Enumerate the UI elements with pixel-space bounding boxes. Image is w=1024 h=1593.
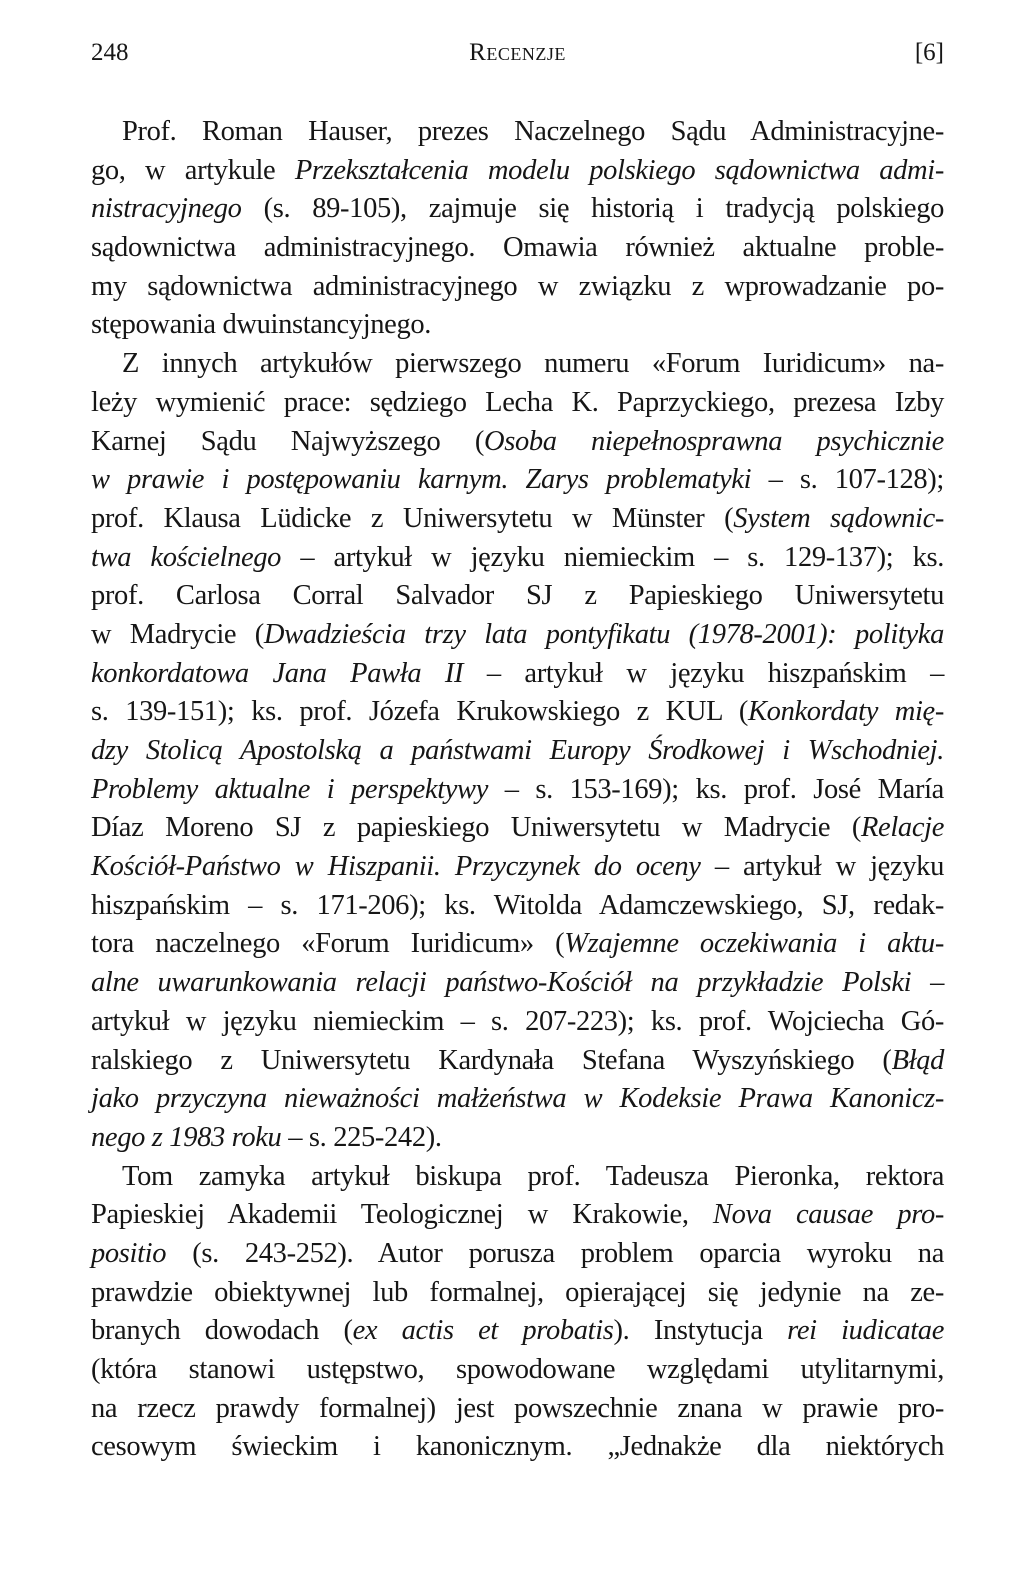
text-segment: Díaz Moreno SJ z papieskiego Uniwersytetu w Madrycie (	[91, 812, 861, 844]
text-line	[91, 887, 944, 926]
text-line	[91, 113, 944, 152]
text-segment: – artykuł w języku hiszpańskim –	[463, 657, 944, 689]
text-segment: Prof. Roman Hauser, prezes Naczelnego Sądu Administracyjne-	[122, 116, 944, 147]
text-line	[91, 1428, 944, 1467]
text-line	[91, 693, 944, 732]
text-line	[91, 268, 944, 307]
text-segment: s. 139-151); ks. prof. Józefa Krukowskiego z KUL (	[91, 696, 749, 728]
text-line	[91, 925, 944, 964]
text-line	[91, 500, 944, 539]
italic-text: twa kościelnego	[91, 541, 282, 573]
text-line	[91, 848, 944, 887]
text-segment: (s. 243-252). Autor porusza problem oparcia wyroku na	[166, 1237, 944, 1269]
text-segment: (s. 89-105), zajmuje się historią i tradycją polskiego	[241, 193, 944, 225]
text-segment: – s. 107-128);	[751, 464, 945, 496]
text-segment: cesowym świeckim i kanonicznym. „Jednakże dla niektórych	[91, 1431, 944, 1463]
text-segment: artykuł w języku niemieckim – s. 207-223); ks. prof. Wojciecha Gó-	[91, 1005, 944, 1037]
page-number: 248	[91, 39, 129, 66]
italic-text: Wzajemne oczekiwania i aktu-	[564, 928, 944, 960]
text-segment: ). Instytucja	[613, 1315, 788, 1347]
text-line	[91, 539, 944, 578]
text-segment: tora naczelnego «Forum Iuridicum» (	[91, 928, 565, 960]
text-line	[91, 616, 944, 655]
text-segment: prof. Klausa Lüdicke z Uniwersytetu w Münster (	[91, 502, 734, 534]
text-line	[91, 152, 944, 191]
text-line	[91, 771, 944, 810]
text-segment: Tom zamyka artykuł biskupa prof. Tadeusza Pieronka, rektora	[122, 1160, 944, 1192]
text-line	[91, 577, 944, 616]
italic-text: Relacje	[861, 812, 944, 844]
italic-text: nistracyjnego	[91, 193, 242, 225]
text-segment: (która stanowi ustępstwo, spowodowane względami utylitarnymi,	[91, 1354, 944, 1385]
text-line	[91, 809, 944, 848]
text-segment: w Madrycie (	[91, 618, 264, 650]
text-line	[91, 345, 944, 384]
text-segment: my sądownictwa administracyjnego w związku z wprowadzanie po-	[91, 270, 944, 302]
text-segment: –	[911, 967, 944, 999]
text-line	[91, 655, 944, 694]
text-line	[91, 1119, 944, 1158]
text-line	[91, 732, 944, 771]
text-segment: leży wymienić prace: sędziego Lecha K. Paprzyckiego, prezesa Izby	[91, 386, 944, 418]
text-segment: sądownictwa administracyjnego. Omawia również aktualne proble-	[91, 232, 944, 264]
italic-text: System sądownic-	[733, 502, 945, 534]
text-line	[91, 190, 944, 229]
running-title: Recenzje	[469, 39, 566, 66]
italic-text: konkordatowa Jana Pawła II	[91, 657, 464, 689]
text-segment: Z innych artykułów pierwszego numeru «Forum Iuridicum» na-	[122, 348, 944, 380]
text-line	[91, 1003, 944, 1042]
italic-text: positio	[91, 1237, 167, 1269]
italic-text: alne uwarunkowania relacji państwo-Kościół na przykładzie Polski	[91, 967, 912, 999]
text-line	[91, 1274, 944, 1313]
italic-text: Dwadzieścia trzy lata pontyfikatu (1978-2001): polityka	[263, 618, 944, 650]
text-line	[91, 1235, 944, 1274]
text-line	[91, 461, 944, 500]
text-segment: Papieskiej Akademii Teologicznej w Krakowie,	[91, 1199, 713, 1231]
text-line	[91, 1390, 944, 1429]
text-line	[91, 1351, 944, 1390]
italic-text: Kościół-Państwo w Hiszpanii. Przyczynek do oceny	[91, 851, 701, 883]
italic-text: nego z 1983 roku	[91, 1121, 282, 1153]
text-segment: – s. 153-169); ks. prof. José María	[488, 773, 944, 805]
text-line	[91, 423, 944, 462]
section-number: [6]	[914, 39, 944, 66]
italic-text: Nova causae pro-	[712, 1199, 944, 1231]
text-line	[91, 1042, 944, 1081]
text-segment: ralskiego z Uniwersytetu Kardynała Stefana Wyszyńskiego (	[91, 1044, 892, 1076]
text-line	[91, 306, 944, 345]
text-segment: Karnej Sądu Najwyższego (	[91, 425, 484, 457]
text-line	[91, 384, 944, 423]
text-segment: – s. 225-242).	[281, 1121, 442, 1153]
running-header	[91, 36, 944, 70]
text-segment: go, w artykule	[91, 154, 295, 186]
italic-text: w prawie i postępowaniu karnym. Zarys problematyki	[91, 464, 752, 496]
italic-text: Konkordaty mię-	[748, 696, 944, 728]
text-segment: branych dowodach (	[91, 1315, 353, 1347]
text-line	[91, 1312, 944, 1351]
text-line	[91, 1080, 944, 1119]
text-line	[91, 229, 944, 268]
body-text	[91, 113, 944, 1467]
italic-text: rei iudicatae	[787, 1315, 944, 1347]
italic-text: Przekształcenia modelu polskiego sądownictwa admi-	[294, 154, 944, 186]
italic-text: jako przyczyna nieważności małżeństwa w Kodeksie Prawa Kanonicz-	[91, 1083, 944, 1115]
italic-text: Błąd	[891, 1044, 944, 1076]
text-segment: – artykuł w języku	[700, 851, 944, 883]
italic-text: Osoba niepełnosprawna psychicznie	[483, 425, 944, 457]
text-segment: prawdzie obiektywnej lub formalnej, opierającej się jedynie na ze-	[91, 1276, 944, 1308]
text-segment: stępowania dwuinstancyjnego.	[91, 309, 432, 341]
text-line	[91, 1196, 944, 1235]
text-line	[91, 964, 944, 1003]
text-segment: prof. Carlosa Corral Salvador SJ z Papieskiego Uniwersytetu	[91, 580, 944, 612]
text-segment: hiszpańskim – s. 171-206); ks. Witolda Adamczewskiego, SJ, redak-	[91, 889, 944, 921]
italic-text: dzy Stolicą Apostolską a państwami Europy Środkowej i Wschodniej.	[91, 735, 944, 766]
italic-text: ex actis et probatis	[352, 1315, 614, 1347]
text-segment: na rzecz prawdy formalnej) jest powszechnie znana w prawie pro-	[91, 1392, 944, 1424]
text-line	[91, 1158, 944, 1197]
italic-text: Problemy aktualne i perspektywy	[91, 773, 489, 805]
text-segment: – artykuł w języku niemieckim – s. 129-137); ks.	[281, 541, 944, 573]
